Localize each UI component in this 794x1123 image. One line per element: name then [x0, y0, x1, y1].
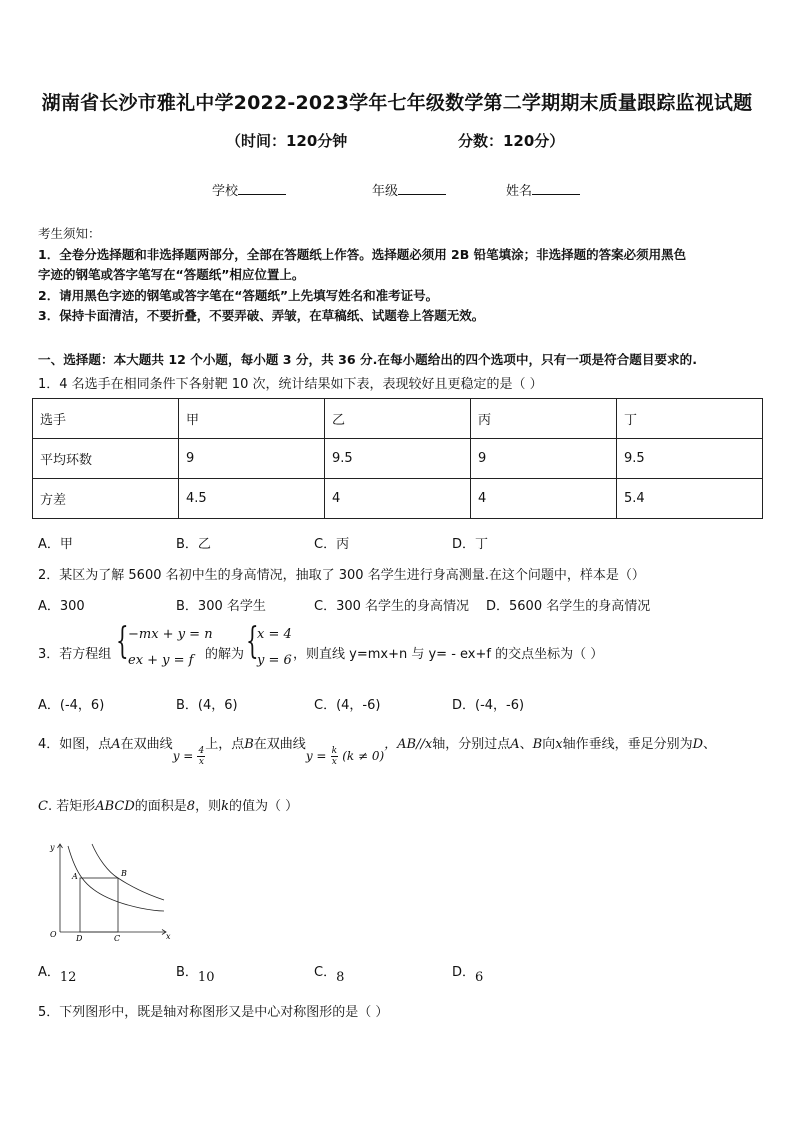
grade-label: 年级	[372, 184, 399, 199]
q4-option-d	[452, 961, 484, 985]
label-a: A	[72, 872, 78, 881]
curve-inner	[68, 846, 164, 911]
label-c: C	[114, 934, 121, 942]
table-cell: 9	[179, 439, 325, 479]
notice-heading: 考生须知：	[38, 226, 101, 241]
q3-sol2: y = 6	[257, 653, 292, 668]
time-label: （时间：120分钟	[226, 132, 348, 150]
school-field	[212, 180, 286, 199]
q3-option-c: C．(4，-6)	[314, 698, 381, 713]
label-d: D	[76, 934, 83, 942]
q4-text: 轴作垂线，垂足分别为	[562, 737, 693, 752]
q4-text: 在双曲线	[120, 737, 173, 752]
option-value: 10	[197, 970, 215, 985]
q4-option-b	[176, 961, 215, 985]
q4-point-d: D	[692, 737, 704, 752]
q4-area: 8	[186, 799, 196, 814]
q3-sol1: x = 4	[257, 627, 292, 642]
q4-text: 上，点	[205, 737, 245, 752]
table-cell: 9.5	[617, 439, 763, 479]
frac-num: 4	[198, 746, 205, 756]
q4-point-a: A	[111, 737, 121, 752]
school-label: 学校	[212, 184, 239, 199]
q2-option-a: A．300	[38, 599, 85, 614]
table-cell: 丙	[471, 399, 617, 439]
name-field	[506, 180, 580, 199]
q4-text: 的面积是	[134, 799, 187, 814]
frac-num: k	[331, 746, 338, 756]
q4-text: 向	[542, 737, 556, 752]
q4-text: 、	[703, 737, 717, 752]
q4-rect: ABCD	[95, 799, 135, 814]
table-cell: 4	[471, 479, 617, 519]
q2-option-c: C．300 名学生的身高情况	[314, 599, 470, 614]
option-value: 8	[336, 970, 345, 985]
q4-text: 4．如图，点	[38, 737, 112, 752]
option-value: 12	[59, 970, 77, 985]
q3-option-d: D．(-4，-6)	[452, 698, 525, 713]
rectangle-abcd	[80, 878, 118, 932]
q3-option-a: A．(-4，6)	[38, 698, 105, 713]
q5-stem: 5．下列图形中，既是轴对称图形又是中心对称图形的是（ ）	[38, 1005, 389, 1020]
table-row	[33, 479, 763, 519]
q1-stem: 1．4 名选手在相同条件下各射靶 10 次，统计结果如下表，表现较好且更稳定的是（ ）	[38, 377, 543, 392]
q4-curve1	[173, 746, 206, 767]
q4-curve2-cond: (k ≠ 0)	[342, 749, 385, 763]
curve-outer	[92, 844, 164, 900]
q2-option-b: B．300 名学生	[176, 599, 266, 614]
table-cell: 9.5	[325, 439, 471, 479]
q3-eq1: −mx + y = n	[128, 627, 213, 642]
q3-prefix: 3．若方程组	[38, 647, 112, 662]
grade-field	[372, 180, 446, 199]
q4-curve1-y: y =	[172, 749, 194, 763]
notice-item: 3．保持卡面清洁，不要折叠，不要弄破、弄皱，在草稿纸、试题卷上答题无效。	[38, 308, 485, 323]
q4-x: x	[555, 737, 563, 752]
option-label: D．	[452, 965, 476, 980]
q4-curve2-y: y =	[305, 749, 327, 763]
option-label: B．	[176, 965, 198, 980]
q2-option-d: D．5600 名学生的身高情况	[486, 599, 651, 614]
q3-mid: 的解为	[205, 647, 245, 662]
table-cell: 方差	[33, 479, 179, 519]
notice-item: 1．全卷分选择题和非选择题两部分，全部在答题纸上作答。选择题必须用 2B 铅笔填涂；非选择题的答案必须用黑色	[38, 247, 687, 262]
q4-ab-parallel: ，AB//x	[384, 737, 433, 752]
q4-point-b: B	[244, 737, 254, 752]
table-cell: 4	[325, 479, 471, 519]
notice-item: 字迹的钢笔或答字笔写在“答题纸”相应位置上。	[38, 267, 305, 282]
q4-line1	[38, 733, 717, 767]
frac-den: x	[331, 757, 337, 767]
table-cell: 4.5	[179, 479, 325, 519]
q4-curve1-frac	[197, 746, 205, 767]
page-title: 湖南省长沙市雅礼中学2022-2023学年七年级数学第二学期期末质量跟踪监视试题	[41, 92, 753, 114]
q1-option-c: C．丙	[314, 537, 350, 552]
label-x: x	[166, 932, 171, 941]
q4-option-a	[38, 961, 77, 985]
school-blank	[238, 180, 286, 195]
name-label: 姓名	[506, 184, 533, 199]
table-cell: 乙	[325, 399, 471, 439]
q4-curve2-frac	[331, 746, 338, 767]
q1-option-d: D．丁	[452, 537, 489, 552]
q4-figure	[42, 838, 172, 942]
option-label: A．	[38, 965, 60, 980]
q2-stem: 2．某区为了解 5600 名初中生的身高情况，抽取了 300 名学生进行身高测量.在这个问题中，样本是（）	[38, 568, 645, 583]
q4-k: k	[221, 799, 229, 814]
score-label: 分数：120分）	[458, 132, 565, 150]
q4-text: ，则	[195, 799, 222, 814]
option-label: C．	[314, 965, 337, 980]
frac-den: x	[198, 757, 204, 767]
table-cell: 9	[471, 439, 617, 479]
q4-text: 轴，分别过点	[432, 737, 511, 752]
section-heading: 一、选择题：本大题共 12 个小题，每小题 3 分，共 36 分.在每小题给出的四个选项中，只有一项是符合题目要求的.	[38, 352, 698, 367]
q1-option-b: B．乙	[176, 537, 211, 552]
brace-icon: {	[246, 621, 259, 662]
grade-blank	[398, 180, 446, 195]
q4-text: 、	[519, 737, 533, 752]
q4-point-a2: A	[510, 737, 520, 752]
notice-item: 2．请用黑色字迹的钢笔或答字笔在“答题纸”上先填写姓名和准考证号。	[38, 288, 439, 303]
option-value: 6	[475, 970, 484, 985]
q4-option-c	[314, 961, 345, 985]
table-row	[33, 399, 763, 439]
q4-text: 的值为（ ）	[228, 799, 299, 814]
table-row	[33, 439, 763, 479]
q4-text: . 若矩形	[47, 799, 96, 814]
q4-line2	[38, 795, 298, 814]
label-b: B	[121, 869, 127, 878]
q4-point-c: C	[38, 799, 48, 814]
table-cell: 选手	[33, 399, 179, 439]
brace-icon: {	[116, 621, 129, 662]
table-cell: 5.4	[617, 479, 763, 519]
table-cell: 丁	[617, 399, 763, 439]
q4-point-b2: B	[532, 737, 543, 752]
label-o: O	[50, 930, 57, 939]
q3-suffix: ，则直线 y=mx+n 与 y= - ex+f 的交点坐标为（ ）	[293, 647, 604, 662]
label-y: y	[50, 843, 55, 852]
q3-eq2: ex + y = f	[128, 653, 194, 668]
table-cell: 甲	[179, 399, 325, 439]
q3-option-b: B．(4，6)	[176, 698, 238, 713]
name-blank	[532, 180, 580, 195]
table-cell: 平均环数	[33, 439, 179, 479]
q4-text: 在双曲线	[253, 737, 306, 752]
q1-table	[32, 398, 763, 519]
q4-curve2	[306, 746, 384, 767]
q1-option-a: A．甲	[38, 537, 73, 552]
